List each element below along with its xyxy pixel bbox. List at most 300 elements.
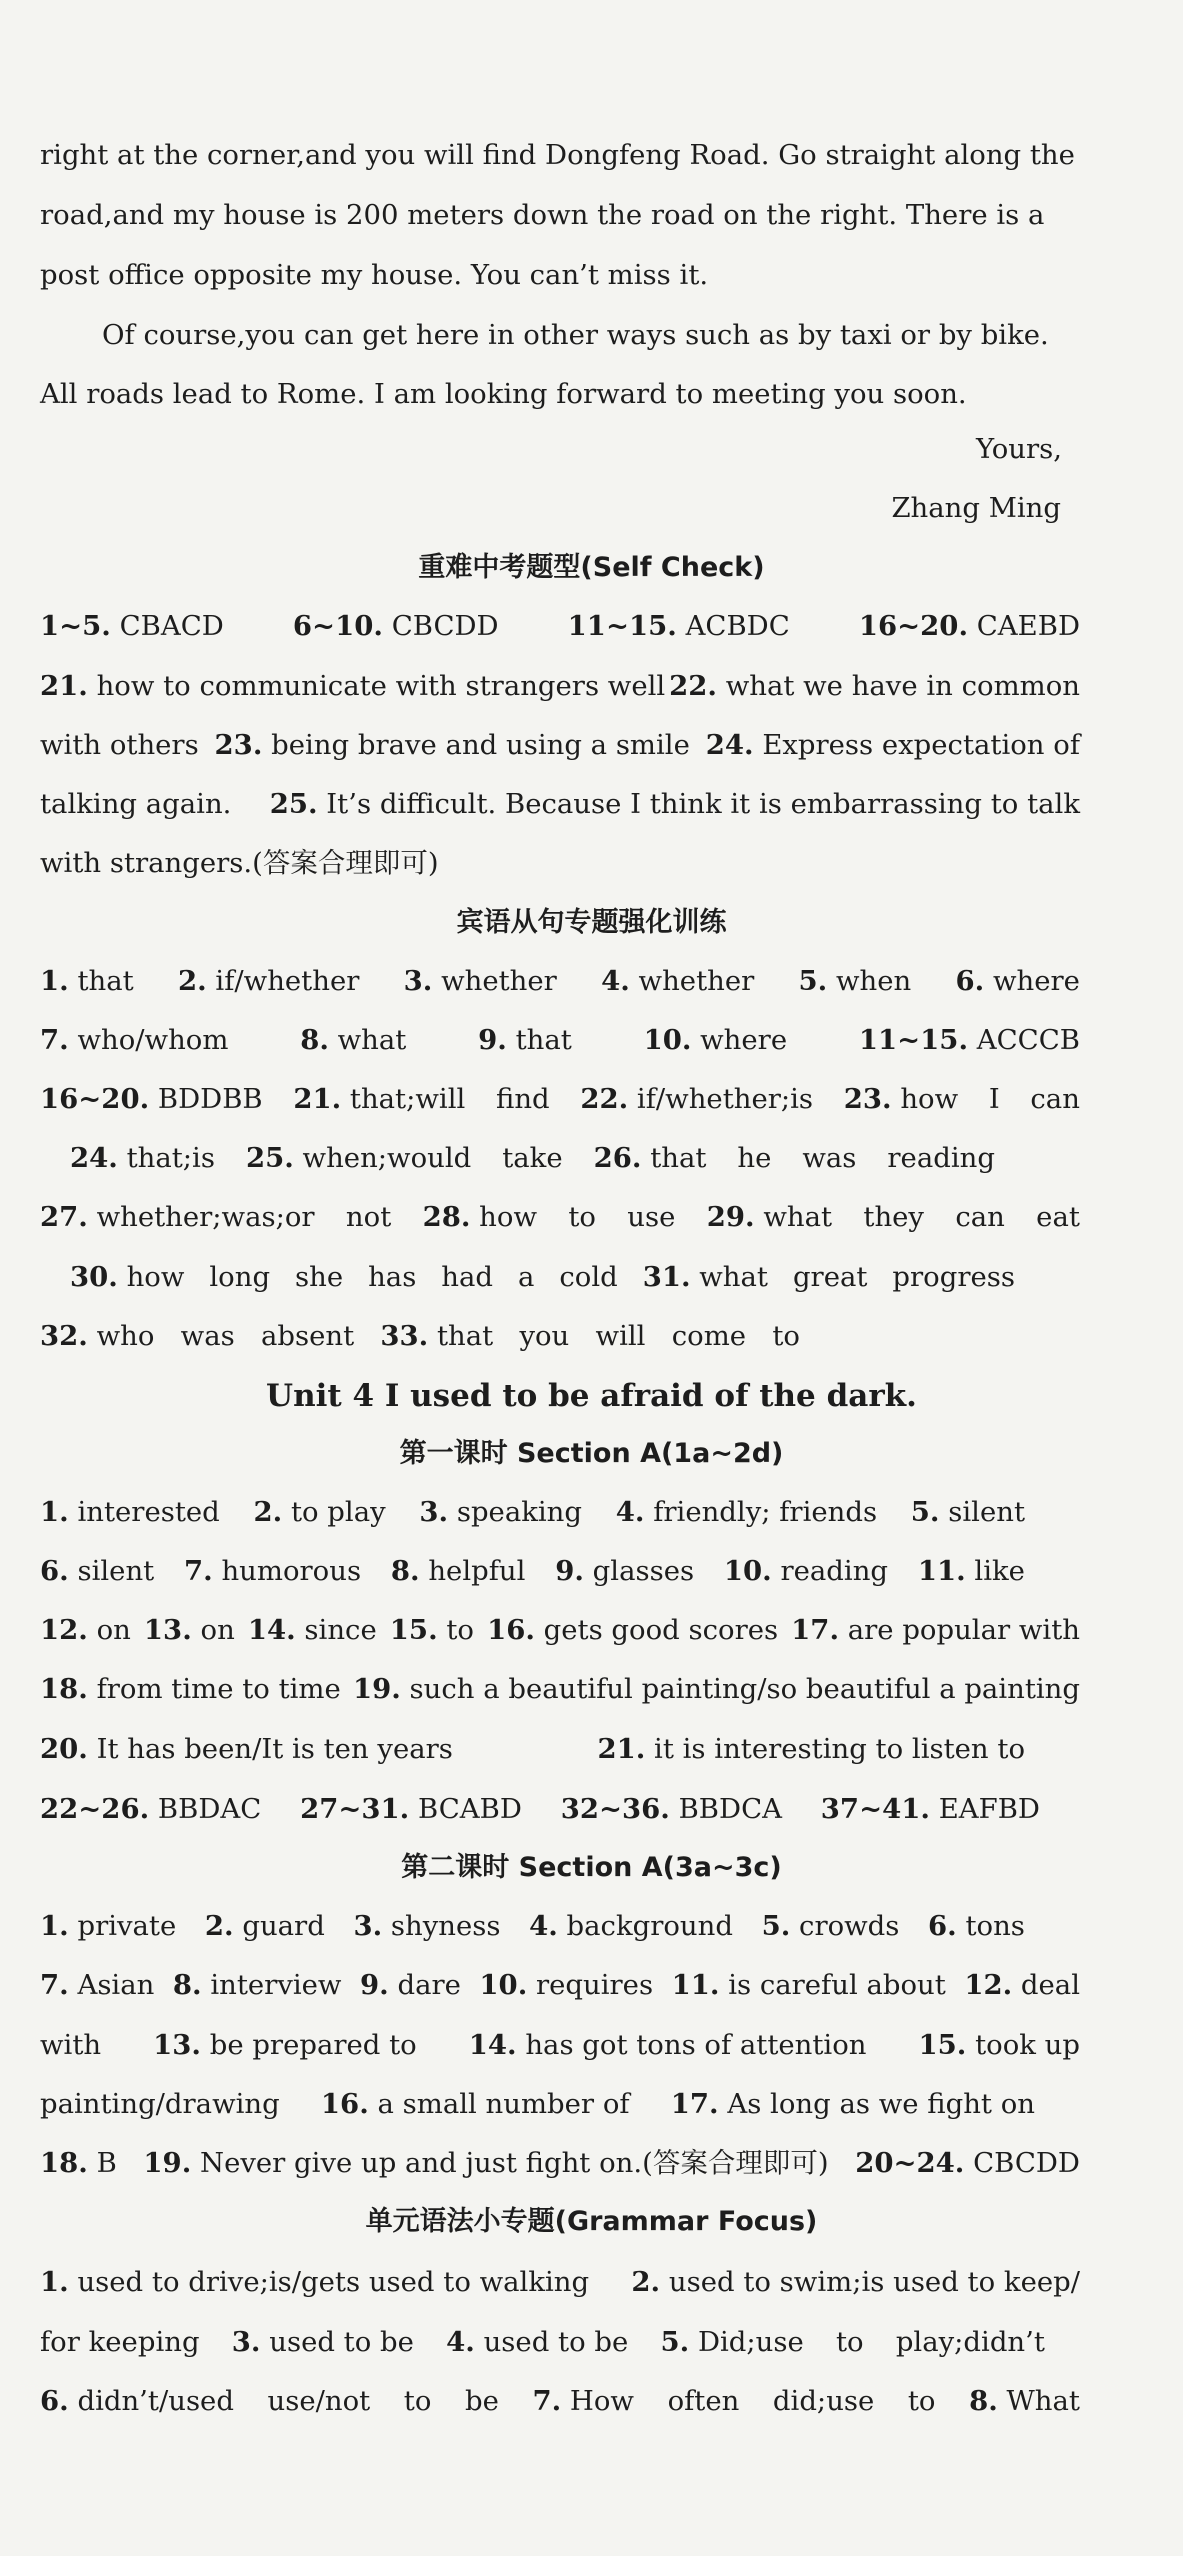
answer-item	[469, 2025, 867, 2065]
answer-text: she	[295, 1261, 344, 1293]
answer-text: with	[40, 2029, 102, 2061]
lesson2-row	[40, 2143, 1080, 2183]
answer-item	[40, 1079, 263, 1119]
answer-item	[144, 1610, 235, 1650]
answer-number: 1~5.	[40, 610, 111, 642]
answer-number: 14.	[468, 2029, 517, 2061]
answer-text: long	[209, 1261, 271, 1293]
answer-text: on	[191, 1614, 235, 1646]
self-check-row	[40, 606, 1080, 646]
answer-number: 20.	[40, 1733, 88, 1765]
answer-number: 14.	[247, 1614, 296, 1646]
answer-item	[232, 2322, 414, 2362]
answer-item	[40, 2143, 117, 2183]
answer-item	[181, 1316, 235, 1356]
answer-text: is careful about	[719, 1969, 946, 2001]
answer-item	[955, 1197, 1005, 1237]
answer-number: 1.	[40, 1910, 69, 1942]
answer-item	[321, 2084, 630, 2124]
object-clause-row	[70, 1138, 995, 1178]
letter-para2-line-1: Of course,you can get here in other ways such as by taxi or by bike.	[102, 319, 1049, 351]
answer-number: 11.	[671, 1969, 720, 2001]
answer-item	[1036, 1197, 1080, 1237]
answer-text: use	[627, 1201, 676, 1233]
answer-text: took up	[966, 2029, 1080, 2061]
answer-number: 24.	[705, 729, 754, 761]
answer-item	[668, 2381, 740, 2421]
answer-text: that	[428, 1320, 494, 1352]
answer-item	[896, 2322, 1045, 2362]
answer-text: shyness	[382, 1910, 501, 1942]
answer-number: 32.	[40, 1320, 88, 1352]
answer-text: absent	[260, 1320, 355, 1352]
answer-text: you	[519, 1320, 570, 1352]
answer-number: 19.	[143, 2147, 192, 2179]
answer-text: requires	[527, 1969, 654, 2001]
answer-item	[254, 1492, 386, 1532]
answer-item	[40, 1610, 131, 1650]
answer-item	[580, 1079, 813, 1119]
answer-text: progress	[892, 1261, 1015, 1293]
answer-text: whether	[629, 965, 755, 997]
answer-text: didn’t/used	[68, 2385, 234, 2417]
answer-text: background	[557, 1910, 733, 1942]
answer-text: deal	[1012, 1969, 1080, 2001]
answer-item	[40, 2381, 234, 2421]
answer-text: silent	[939, 1496, 1025, 1528]
answer-number: 6.	[928, 1910, 957, 1942]
answer-text: guard	[233, 1910, 325, 1942]
answer-item	[601, 961, 754, 1001]
answer-text: who/whom	[68, 1024, 229, 1056]
answer-text: it is interesting to listen to	[645, 1733, 1025, 1765]
lesson1-row	[40, 1729, 1025, 1769]
answer-text: humorous	[212, 1555, 362, 1587]
answer-text: private	[68, 1910, 177, 1942]
answer-text: used to drive;is/gets used to walking	[68, 2266, 590, 2298]
answer-item	[594, 1138, 707, 1178]
answer-number: 33.	[380, 1320, 429, 1352]
answer-text: such a beautiful painting/so beautiful a painting	[400, 1673, 1080, 1705]
answer-number: 25.	[269, 788, 318, 820]
answer-number: 7.	[40, 1024, 69, 1056]
answer-text: interview	[201, 1969, 342, 2001]
answer-text: a	[517, 1261, 535, 1293]
answer-text: how	[117, 1261, 185, 1293]
answer-text: great	[792, 1261, 868, 1293]
answer-text: since	[295, 1614, 377, 1646]
answer-text: how to communicate with strangers well	[87, 670, 666, 702]
answer-item	[70, 1257, 184, 1297]
lesson2-heading: 第二课时 Section A(3a~3c)	[401, 1852, 782, 1883]
answer-text: if/whether;is	[628, 1083, 814, 1115]
answer-number: 23.	[843, 1083, 892, 1115]
answer-text: a small number of	[368, 2088, 630, 2120]
answer-item	[1030, 1079, 1080, 1119]
lesson1-heading: 第一课时 Section A(1a~2d)	[399, 1438, 784, 1469]
answer-text: what	[328, 1024, 407, 1056]
answer-number: 8.	[969, 2385, 998, 2417]
answer-text: CBCDD	[382, 610, 499, 642]
answer-number: 11~15.	[567, 610, 677, 642]
answer-item	[799, 961, 912, 1001]
answer-text: helpful	[419, 1555, 526, 1587]
answer-text: when;would	[293, 1142, 472, 1174]
answer-number: 13.	[143, 1614, 192, 1646]
answer-text: EAFBD	[929, 1793, 1040, 1825]
answer-text: Express expectation of	[753, 729, 1080, 761]
object-clause-heading: 宾语从句专题强化训练	[456, 907, 727, 938]
answer-text: play;didn’t	[895, 2326, 1045, 2358]
answer-number: 9.	[478, 1024, 507, 1056]
lesson2-row	[40, 2025, 1080, 2065]
answer-item	[209, 1257, 270, 1297]
object-clause-row	[70, 1257, 1015, 1297]
answer-text: what	[754, 1201, 833, 1233]
answer-number: 2.	[253, 1496, 283, 1528]
answer-text: with others	[40, 729, 199, 761]
answer-number: 25.	[245, 1142, 294, 1174]
answer-item	[918, 1551, 1025, 1591]
answer-item	[762, 1906, 900, 1946]
answer-item	[737, 1138, 771, 1178]
answer-item	[184, 1551, 361, 1591]
answer-item	[246, 1138, 471, 1178]
answer-text: BDDBB	[149, 1083, 263, 1115]
answer-text: that;will	[341, 1083, 466, 1115]
answer-text: was	[802, 1142, 857, 1174]
answer-item	[70, 1138, 215, 1178]
answer-number: 9.	[360, 1969, 389, 2001]
answer-number: 22.	[580, 1083, 629, 1115]
answer-item	[793, 1257, 867, 1297]
answer-text: reading	[771, 1555, 889, 1587]
answer-text: to	[907, 2385, 936, 2417]
answer-item	[478, 1020, 572, 1060]
answer-item	[423, 1197, 537, 1237]
answer-text: whether;was;or	[87, 1201, 315, 1233]
answer-text: CAEBD	[968, 610, 1080, 642]
answer-number: 22.	[669, 670, 717, 702]
answer-text: when	[827, 965, 912, 997]
answer-text: It has been/It is ten years	[87, 1733, 453, 1765]
answer-number: 15.	[389, 1614, 438, 1646]
answer-number: 19.	[352, 1673, 401, 1705]
answer-item	[496, 1079, 550, 1119]
answer-item	[270, 784, 1080, 824]
self-check-row	[40, 784, 1080, 824]
answer-text: tons	[956, 1910, 1025, 1942]
answer-item	[502, 1138, 562, 1178]
answer-number: 31.	[642, 1261, 691, 1293]
answer-text: B	[87, 2147, 117, 2179]
letter-line-1: right at the corner,and you will find Dongfeng Road. Go straight along the	[40, 139, 1075, 171]
answer-item	[989, 1079, 1000, 1119]
object-clause-row	[40, 1197, 1080, 1237]
self-check-row	[40, 725, 1080, 765]
answer-number: 5.	[660, 2326, 690, 2358]
answer-item	[300, 1020, 406, 1060]
answer-number: 27.	[40, 1201, 88, 1233]
answer-text: for keeping	[40, 2326, 200, 2358]
letter-line-3: post office opposite my house. You can’t miss it.	[40, 259, 709, 291]
answer-item	[555, 1551, 694, 1591]
answer-item	[855, 2143, 1080, 2183]
answer-text: be prepared to	[200, 2029, 417, 2061]
answer-item	[295, 1257, 343, 1297]
answer-item	[40, 2084, 280, 2124]
answer-number: 3.	[403, 965, 433, 997]
answer-item	[644, 1020, 788, 1060]
answer-item	[261, 1316, 354, 1356]
answer-number: 16~20.	[40, 1083, 150, 1115]
answer-item	[441, 1257, 493, 1297]
answer-item	[380, 1316, 493, 1356]
answer-text: reading	[887, 1142, 995, 1174]
answer-text: use/not	[267, 2385, 371, 2417]
answer-text: cold	[559, 1261, 618, 1293]
answer-item	[911, 1492, 1025, 1532]
letter-closing: Yours,	[975, 433, 1062, 465]
answer-text: Never give up and just fight on.(答案合理即可)	[191, 2147, 829, 2179]
answer-item	[40, 1965, 154, 2005]
answer-text: come	[671, 1320, 747, 1352]
answer-text: As long as we fight on	[718, 2088, 1035, 2120]
answer-text: How	[561, 2385, 634, 2417]
answer-number: 6.	[955, 965, 985, 997]
answer-text: not	[345, 1201, 392, 1233]
answer-text: glasses	[583, 1555, 695, 1587]
answer-item	[173, 1965, 342, 2005]
unit-title: Unit 4 I used to be afraid of the dark.	[266, 1378, 917, 1414]
answer-text: gets good scores	[534, 1614, 779, 1646]
grammar-row	[40, 2262, 1080, 2302]
answer-number: 22~26.	[40, 1793, 150, 1825]
answer-text: take	[502, 1142, 563, 1174]
answer-text: if/whether	[206, 965, 360, 997]
answer-number: 21.	[293, 1083, 342, 1115]
answer-number: 37~41.	[820, 1793, 930, 1825]
answer-item	[919, 2025, 1080, 2065]
answer-item	[360, 1965, 461, 2005]
answer-text: Asian	[68, 1969, 155, 2001]
object-clause-row	[40, 1020, 1080, 1060]
answer-number: 9.	[555, 1555, 584, 1587]
answer-text: CBACD	[110, 610, 224, 642]
answer-item	[836, 2322, 864, 2362]
answer-text: friendly; friends	[644, 1496, 878, 1528]
answer-item	[597, 1729, 1025, 1769]
answer-item	[596, 1316, 646, 1356]
answer-number: 10.	[479, 1969, 528, 2001]
answer-item	[40, 1197, 315, 1237]
answer-item	[863, 1197, 924, 1237]
answer-item	[40, 725, 199, 765]
answer-number: 4.	[529, 1910, 558, 1942]
grammar-heading: 单元语法小专题(Grammar Focus)	[365, 2206, 818, 2237]
answer-text: BBDAC	[149, 1793, 262, 1825]
answer-item	[791, 1610, 1080, 1650]
grammar-row	[40, 2322, 1045, 2362]
answer-number: 18.	[40, 2147, 88, 2179]
answer-item	[419, 1492, 582, 1532]
answer-item	[215, 725, 690, 765]
answer-number: 16.	[320, 2088, 369, 2120]
answer-text: painting/drawing	[40, 2088, 280, 2120]
lesson1-row	[40, 1610, 1080, 1650]
answer-number: 11.	[917, 1555, 966, 1587]
answer-number: 2.	[177, 965, 207, 997]
answer-item	[40, 784, 231, 824]
answer-item	[669, 666, 1080, 706]
answer-number: 12.	[40, 1614, 88, 1646]
answer-item	[724, 1551, 888, 1591]
answer-item	[672, 1316, 746, 1356]
answer-text: find	[495, 1083, 550, 1115]
answer-item	[404, 961, 557, 1001]
answer-number: 4.	[601, 965, 630, 997]
answer-text: to	[437, 1614, 474, 1646]
answer-item	[616, 1492, 877, 1532]
answer-text: to	[403, 2385, 432, 2417]
answer-text: where	[691, 1024, 788, 1056]
answer-item	[40, 2262, 589, 2302]
answer-text: What	[997, 2385, 1080, 2417]
answer-item	[446, 2322, 628, 2362]
answer-item	[40, 1906, 176, 1946]
answer-item	[346, 1197, 391, 1237]
object-clause-row	[40, 1316, 800, 1356]
answer-number: 6~10.	[292, 610, 383, 642]
answer-text: that	[641, 1142, 707, 1174]
answer-text: that;is	[117, 1142, 215, 1174]
answer-text: dare	[388, 1969, 461, 2001]
answer-item	[368, 1257, 416, 1297]
answer-item	[773, 2381, 874, 2421]
answer-text: how	[470, 1201, 537, 1233]
answer-item	[404, 2381, 432, 2421]
answer-text: BBDCA	[669, 1793, 782, 1825]
answer-text: CBCDD	[964, 2147, 1080, 2179]
answer-item	[353, 1906, 500, 1946]
answer-text: where	[984, 965, 1080, 997]
answer-item	[143, 2143, 828, 2183]
answer-text: to play	[282, 1496, 386, 1528]
answer-item	[205, 1906, 325, 1946]
answer-item	[293, 606, 499, 646]
answer-item	[390, 1610, 474, 1650]
answer-text: used to be	[260, 2326, 414, 2358]
object-clause-row	[40, 961, 1080, 1001]
answer-item	[40, 666, 665, 706]
letter-para2-line-2: All roads lead to Rome. I am looking forward to meeting you soon.	[40, 378, 967, 410]
answer-item	[248, 1610, 377, 1650]
answer-item	[40, 1551, 154, 1591]
answer-item	[802, 1138, 856, 1178]
object-clause-row	[40, 1079, 1080, 1119]
answer-number: 5.	[910, 1496, 940, 1528]
answer-text: what	[690, 1261, 768, 1293]
answer-number: 5.	[761, 1910, 791, 1942]
answer-item	[887, 1138, 995, 1178]
answer-item	[964, 1965, 1080, 2005]
answer-item	[153, 2025, 417, 2065]
answer-number: 13.	[153, 2029, 201, 2061]
answer-number: 16~20.	[858, 610, 969, 642]
answer-item	[40, 961, 134, 1001]
answer-number: 4.	[615, 1496, 645, 1528]
answer-item	[178, 961, 359, 1001]
answer-text: will	[595, 1320, 646, 1352]
lesson1-row	[40, 1551, 1025, 1591]
answer-item	[859, 1020, 1080, 1060]
answer-text: whether	[432, 965, 557, 997]
answer-item	[706, 725, 1080, 765]
self-check-row-5: with strangers.(答案合理即可)	[40, 847, 439, 879]
answer-text: that	[68, 965, 134, 997]
answer-number: 10.	[723, 1555, 772, 1587]
answer-number: 2.	[204, 1910, 234, 1942]
answer-number: 32~36.	[560, 1793, 670, 1825]
answer-item	[479, 1965, 653, 2005]
answer-text: had	[441, 1261, 494, 1293]
answer-item	[40, 606, 224, 646]
answer-number: 26.	[593, 1142, 642, 1174]
answer-item	[859, 606, 1080, 646]
answer-item	[40, 1729, 453, 1769]
answer-item	[40, 1492, 220, 1532]
answer-text: eat	[1036, 1201, 1080, 1233]
lesson2-row	[40, 1965, 1080, 2005]
answer-item	[487, 1610, 778, 1650]
answer-text: ACBDC	[676, 610, 790, 642]
answer-item	[391, 1551, 526, 1591]
answer-number: 6.	[40, 1555, 69, 1587]
answer-text: often	[667, 2385, 740, 2417]
answer-number: 15.	[918, 2029, 967, 2061]
answer-number: 21.	[40, 670, 88, 702]
letter-signature: Zhang Ming	[891, 492, 1061, 524]
lesson1-row	[40, 1669, 1080, 1709]
answer-number: 8.	[172, 1969, 202, 2001]
answer-number: 21.	[597, 1733, 646, 1765]
answer-number: 23.	[214, 729, 263, 761]
answer-number: 7.	[184, 1555, 213, 1587]
answer-item	[561, 1789, 782, 1829]
answer-item	[844, 1079, 958, 1119]
answer-item	[532, 2381, 634, 2421]
answer-text: that	[506, 1024, 572, 1056]
answer-text: how	[891, 1083, 959, 1115]
answer-number: 7.	[532, 2385, 562, 2417]
answer-item	[40, 2322, 200, 2362]
answer-text: they	[863, 1201, 924, 1233]
answer-text: what we have in common	[716, 670, 1080, 702]
answer-text: Did;use	[689, 2326, 804, 2358]
answer-text: It’s difficult. Because I think it is embarrassing to talk	[317, 788, 1080, 820]
answer-number: 1.	[40, 1496, 69, 1528]
answer-text: has got tons of attention	[516, 2029, 867, 2061]
answer-text: who	[87, 1320, 155, 1352]
answer-text: to	[836, 2326, 864, 2358]
answer-text: used to swim;is used to keep/	[660, 2266, 1080, 2298]
answer-item	[40, 1789, 261, 1829]
answer-text: on	[87, 1614, 131, 1646]
answer-item	[908, 2381, 936, 2421]
lesson1-row	[40, 1789, 1040, 1829]
answer-number: 29.	[706, 1201, 755, 1233]
answer-text: BCABD	[409, 1793, 522, 1825]
